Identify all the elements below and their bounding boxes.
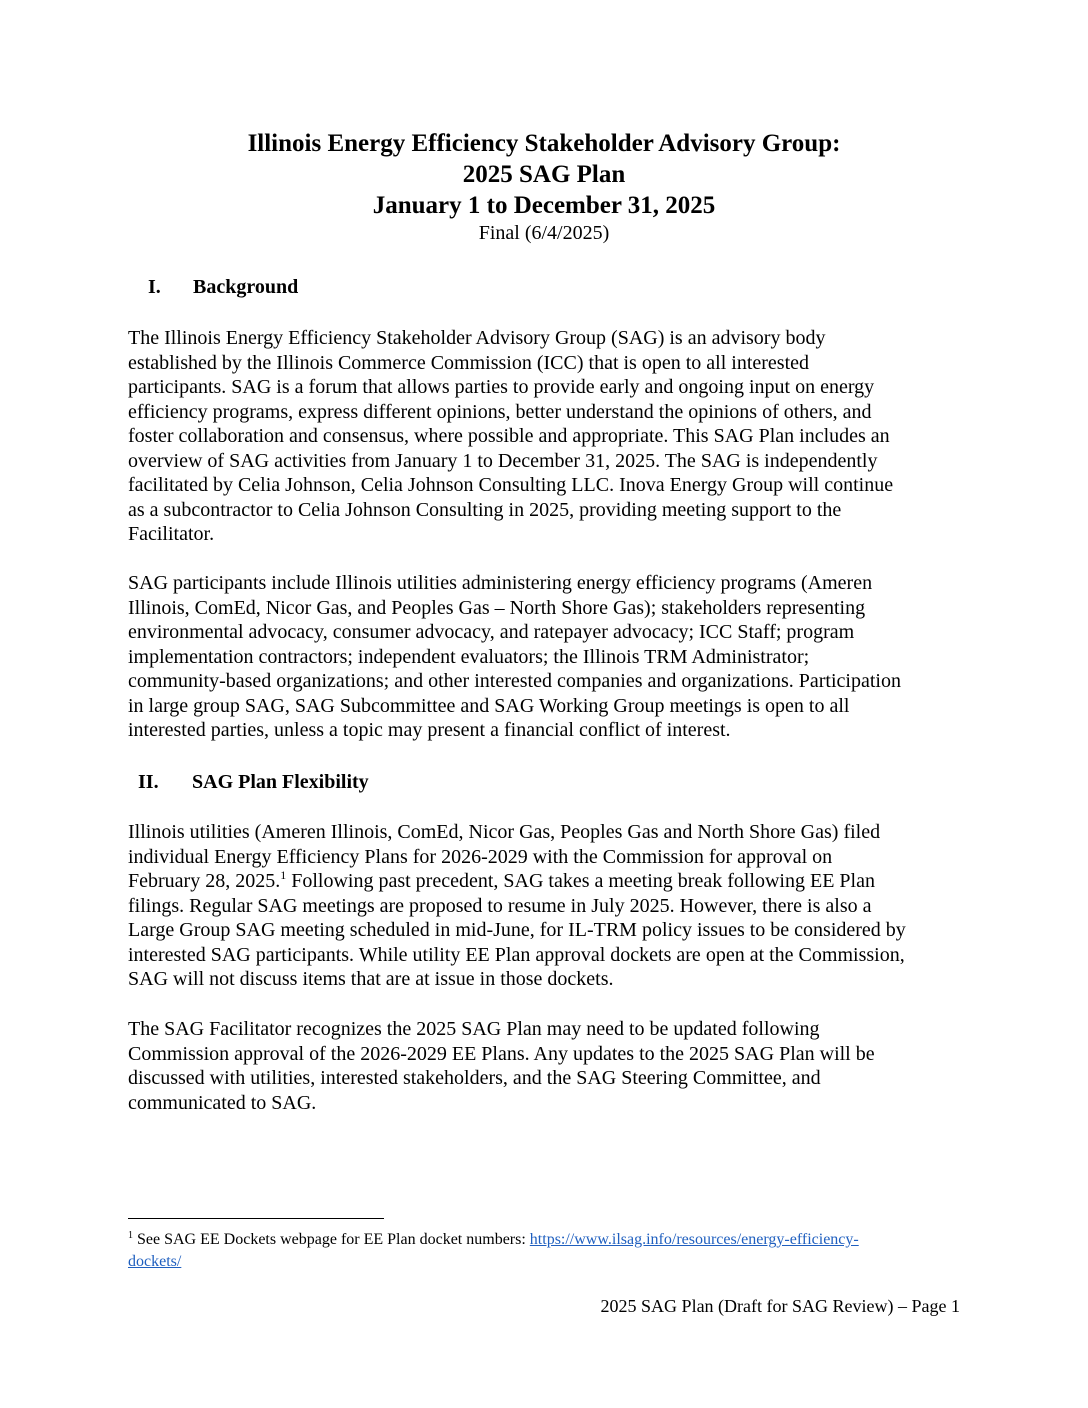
paragraph-line: interested parties, unless a topic may present a financial conflict of interest. — [128, 719, 731, 741]
paragraph-line: Facilitator. — [128, 523, 215, 545]
document-date-range: January 1 to December 31, 2025 — [372, 192, 716, 219]
paragraph-line: Commission approval of the 2026-2029 EE Plans. Any updates to the 2025 SAG Plan will be — [128, 1042, 875, 1065]
paragraph-line: The SAG Facilitator recognizes the 2025 SAG Plan may need to be updated following — [128, 1018, 820, 1040]
paragraph-line: individual Energy Efficiency Plans for 2026-2029 with the Commission for approval on — [128, 845, 833, 868]
paragraph-line: as a subcontractor to Celia Johnson Consulting in 2025, providing meeting support to the — [128, 498, 842, 521]
document-title-block — [0, 128, 1088, 245]
paragraph-line: Large Group SAG meeting scheduled in mid-June, for IL-TRM policy issues to be considered by — [128, 919, 906, 941]
footnote-text: See SAG EE Dockets webpage for EE Plan docket numbers: — [133, 1231, 530, 1248]
document-plan-name: 2025 SAG Plan — [462, 161, 626, 188]
paragraph-line: communicated to SAG. — [128, 1091, 317, 1114]
background-paragraph-2 — [128, 571, 968, 743]
paragraph-line: interested SAG participants. While utility EE Plan approval dockets are open at the Commission, — [128, 943, 905, 966]
footnote-link-continuation[interactable]: dockets/ — [128, 1253, 182, 1270]
paragraph-line: facilitated by Celia Johnson, Celia Johnson Consulting LLC. Inova Energy Group will continue — [128, 474, 894, 496]
section-number: II. — [138, 771, 159, 793]
paragraph-line: community-based organizations; and other interested companies and organizations. Participation — [128, 670, 901, 692]
footnote-number: 1 — [128, 1230, 133, 1241]
document-title: Illinois Energy Efficiency Stakeholder Advisory Group: — [247, 130, 841, 157]
paragraph-line: The Illinois Energy Efficiency Stakeholder Advisory Group (SAG) is an advisory body — [128, 327, 826, 349]
footnote-separator — [128, 1218, 384, 1219]
plan-flexibility-paragraph-1 — [128, 820, 968, 992]
paragraph-line: environmental advocacy, consumer advocacy, and ratepayer advocacy; ICC Staff; program — [128, 621, 855, 643]
paragraph-line — [128, 869, 968, 894]
paragraph-line: overview of SAG activities from January 1 to December 31, 2025. The SAG is independently — [128, 449, 878, 472]
footnote-link[interactable]: https://www.ilsag.info/resources/energy-efficiency- — [529, 1231, 859, 1248]
paragraph-line: Illinois, ComEd, Nicor Gas, and Peoples Gas – North Shore Gas); stakeholders representing — [128, 596, 866, 619]
footnote — [128, 1229, 968, 1273]
paragraph-line: SAG will not discuss items that are at issue in those dockets. — [128, 968, 614, 990]
page-footer: 2025 SAG Plan (Draft for SAG Review) – Page 1 — [600, 1296, 960, 1316]
paragraph-line: filings. Regular SAG meetings are proposed to resume in July 2025. However, there is also a — [128, 894, 872, 917]
section-title: SAG Plan Flexibility — [192, 771, 369, 793]
paragraph-line: implementation contractors; independent evaluators; the Illinois TRM Administrator; — [128, 645, 810, 668]
paragraph-line: participants. SAG is a forum that allows parties to provide early and ongoing input on energy — [128, 376, 875, 398]
paragraph-line: efficiency programs, express different opinions, better understand the opinions of others, and — [128, 400, 872, 423]
paragraph-line: SAG participants include Illinois utilities administering energy efficiency programs (Ameren — [128, 572, 873, 594]
paragraph-line: in large group SAG, SAG Subcommittee and SAG Working Group meetings is open to all — [128, 694, 850, 717]
paragraph-line: Illinois utilities (Ameren Illinois, ComEd, Nicor Gas, Peoples Gas and North Shore Gas) filed — [128, 821, 881, 843]
paragraph-line: discussed with utilities, interested stakeholders, and the SAG Steering Committee, and — [128, 1067, 821, 1089]
document-status: Final (6/4/2025) — [478, 222, 610, 244]
section-title: Background — [193, 276, 299, 298]
plan-flexibility-paragraph-2 — [128, 1017, 968, 1115]
footnote-line — [128, 1251, 968, 1273]
section-number: I. — [148, 276, 161, 298]
footnote-line — [128, 1229, 968, 1251]
paragraph-line: established by the Illinois Commerce Commission (ICC) that is open to all interested — [128, 351, 810, 374]
background-paragraph-1 — [128, 326, 968, 547]
paragraph-text: Following past precedent, SAG takes a meeting break following EE Plan — [286, 870, 875, 892]
paragraph-text: February 28, 2025. — [128, 870, 281, 892]
paragraph-line: foster collaboration and consensus, where possible and appropriate. This SAG Plan includes an — [128, 425, 890, 447]
footnote-reference[interactable]: 1 — [280, 868, 287, 882]
